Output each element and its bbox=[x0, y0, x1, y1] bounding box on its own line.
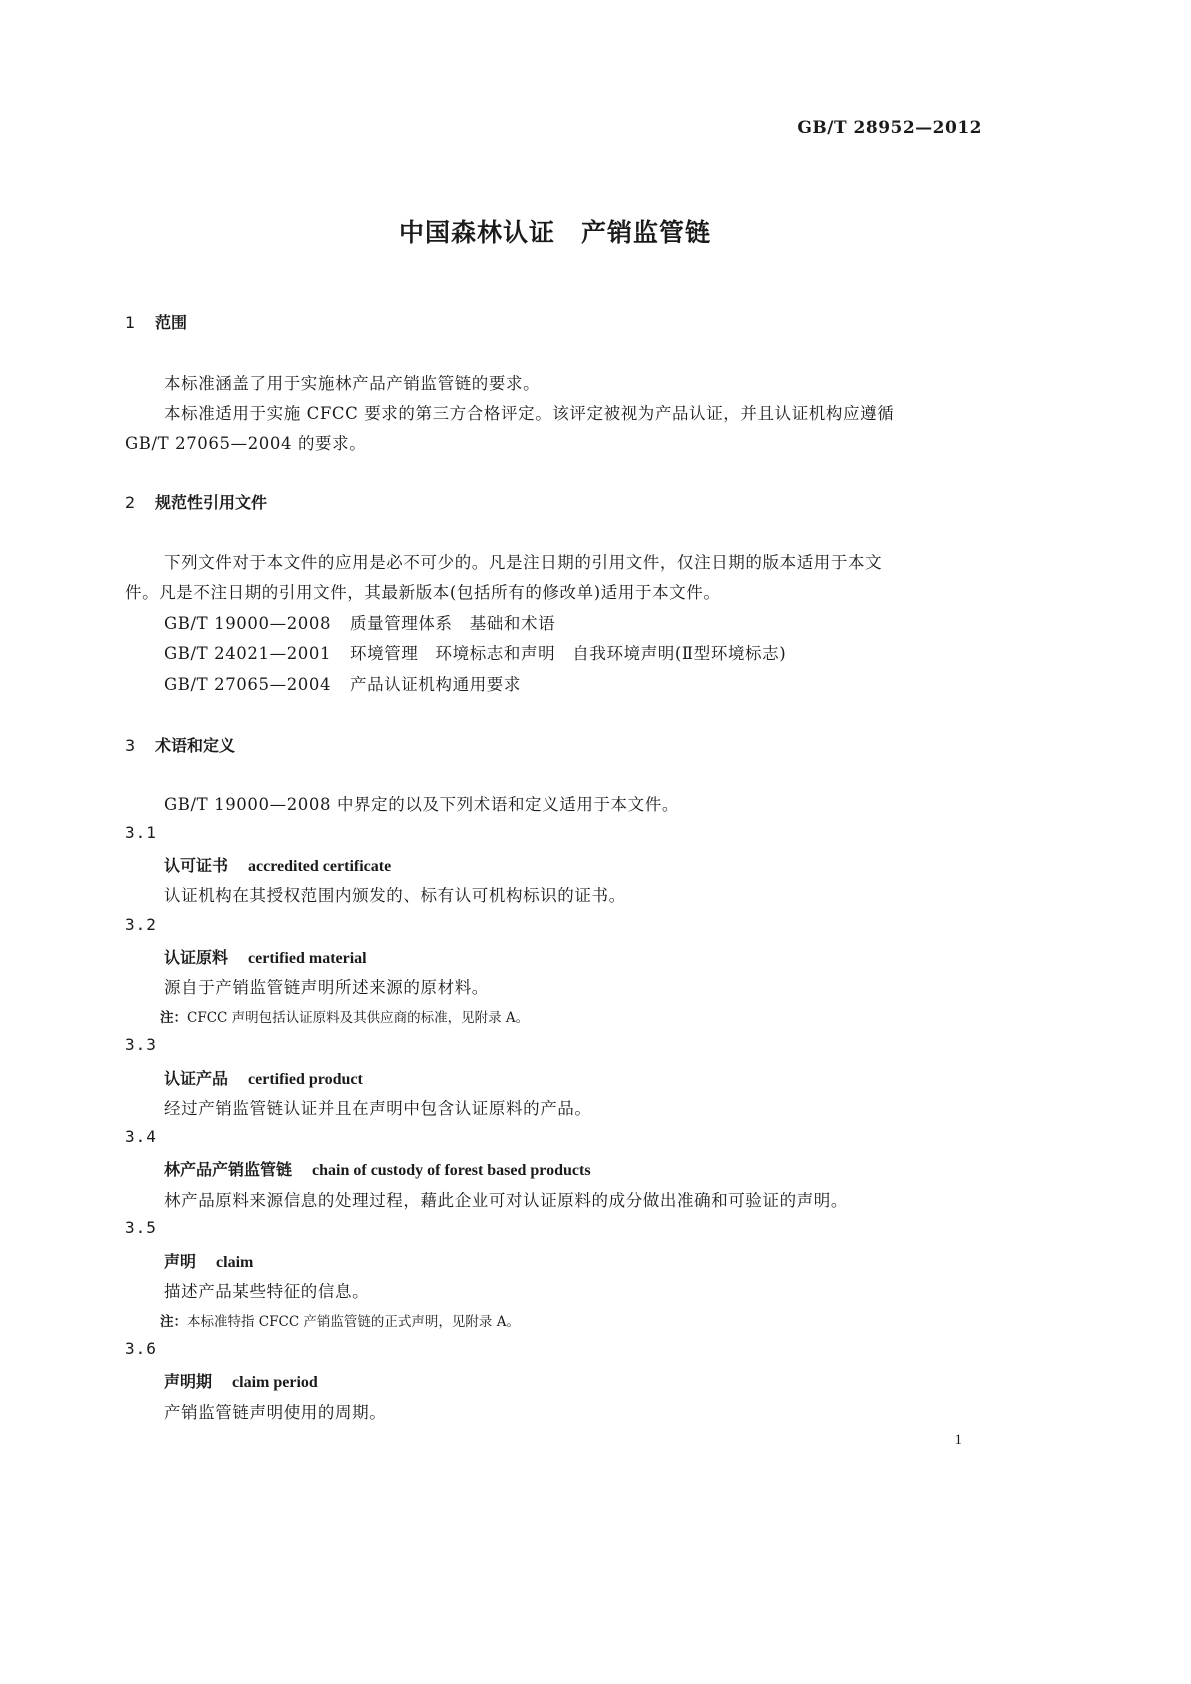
paragraph: GB/T 27065—2004 的要求。 bbox=[125, 434, 367, 453]
term-definition: 描述产品某些特征的信息。 bbox=[164, 1282, 370, 1301]
term-definition: 林产品原料来源信息的处理过程，藉此企业可对认证原料的成分做出准确和可验证的声明。 bbox=[164, 1191, 848, 1210]
clause-number: 3.5 bbox=[125, 1218, 157, 1237]
term-en: certified product bbox=[248, 1071, 363, 1088]
term-heading bbox=[164, 1249, 253, 1272]
reference-item bbox=[164, 610, 555, 634]
reference-item bbox=[164, 640, 786, 664]
document-title: 中国森林认证 产销监管链 bbox=[398, 218, 711, 247]
note-label: 注： bbox=[160, 1314, 187, 1330]
section-number: 2 bbox=[125, 493, 136, 512]
section-title: 范围 bbox=[155, 313, 188, 332]
term-en: claim period bbox=[232, 1374, 318, 1391]
term-zh: 声明期 bbox=[164, 1372, 213, 1391]
term-definition: 产销监管链声明使用的周期。 bbox=[164, 1403, 387, 1422]
reference-code: GB/T 27065—2004 bbox=[164, 675, 332, 694]
paragraph: 本标准涵盖了用于实施林产品产销监管链的要求。 bbox=[164, 374, 541, 393]
section-number: 3 bbox=[125, 736, 136, 755]
section-title: 术语和定义 bbox=[155, 736, 236, 755]
term-heading bbox=[164, 1066, 363, 1089]
term-definition: 认证机构在其授权范围内颁发的、标有认可机构标识的证书。 bbox=[164, 886, 626, 905]
reference-title: 产品认证机构通用要求 bbox=[350, 675, 521, 694]
reference-code: GB/T 24021—2001 bbox=[164, 644, 332, 663]
term-zh: 声明 bbox=[164, 1252, 197, 1271]
term-note bbox=[160, 1006, 529, 1026]
term-heading bbox=[164, 1369, 318, 1392]
term-note bbox=[160, 1310, 520, 1330]
standard-code: GB/T 28952—2012 bbox=[797, 118, 982, 138]
clause-number: 3.6 bbox=[125, 1339, 157, 1358]
page-number: 1 bbox=[954, 1432, 962, 1448]
reference-title: 质量管理体系 基础和术语 bbox=[350, 614, 556, 633]
clause-number: 3.4 bbox=[125, 1127, 157, 1146]
note-text: 本标准特指 CFCC 产销监管链的正式声明，见附录 A。 bbox=[187, 1314, 520, 1330]
section-1-heading bbox=[125, 310, 187, 333]
clause-number: 3.3 bbox=[125, 1035, 157, 1054]
paragraph: GB/T 19000—2008 中界定的以及下列术语和定义适用于本文件。 bbox=[164, 795, 679, 814]
term-zh: 认证原料 bbox=[164, 948, 229, 967]
term-heading bbox=[164, 853, 391, 876]
term-zh: 认证产品 bbox=[164, 1069, 229, 1088]
reference-title: 环境管理 环境标志和声明 自我环境声明(Ⅱ型环境标志) bbox=[350, 644, 787, 663]
paragraph: 下列文件对于本文件的应用是必不可少的。凡是注日期的引用文件，仅注日期的版本适用于本文 bbox=[164, 553, 883, 572]
term-heading bbox=[164, 945, 367, 968]
term-en: accredited certificate bbox=[248, 858, 392, 875]
paragraph: 件。凡是不注日期的引用文件，其最新版本(包括所有的修改单)适用于本文件。 bbox=[125, 583, 721, 602]
note-text: CFCC 声明包括认证原料及其供应商的标准，见附录 A。 bbox=[187, 1010, 530, 1026]
paragraph: 本标准适用于实施 CFCC 要求的第三方合格评定。该评定被视为产品认证，并且认证机构应遵循 bbox=[164, 404, 895, 423]
reference-code: GB/T 19000—2008 bbox=[164, 614, 332, 633]
term-en: claim bbox=[216, 1254, 254, 1271]
note-label: 注： bbox=[160, 1010, 187, 1026]
term-en: certified material bbox=[248, 950, 367, 967]
term-en: chain of custody of forest based products bbox=[312, 1162, 591, 1179]
clause-number: 3.1 bbox=[125, 823, 157, 842]
term-heading bbox=[164, 1157, 591, 1180]
term-zh: 认可证书 bbox=[164, 856, 229, 875]
reference-item bbox=[164, 671, 521, 695]
section-title: 规范性引用文件 bbox=[155, 493, 268, 512]
section-3-heading bbox=[125, 733, 235, 756]
clause-number: 3.2 bbox=[125, 915, 157, 934]
term-definition: 源自于产销监管链声明所述来源的原材料。 bbox=[164, 978, 489, 997]
section-2-heading bbox=[125, 490, 267, 513]
section-number: 1 bbox=[125, 313, 136, 332]
term-definition: 经过产销监管链认证并且在声明中包含认证原料的产品。 bbox=[164, 1099, 592, 1118]
term-zh: 林产品产销监管链 bbox=[164, 1160, 293, 1179]
